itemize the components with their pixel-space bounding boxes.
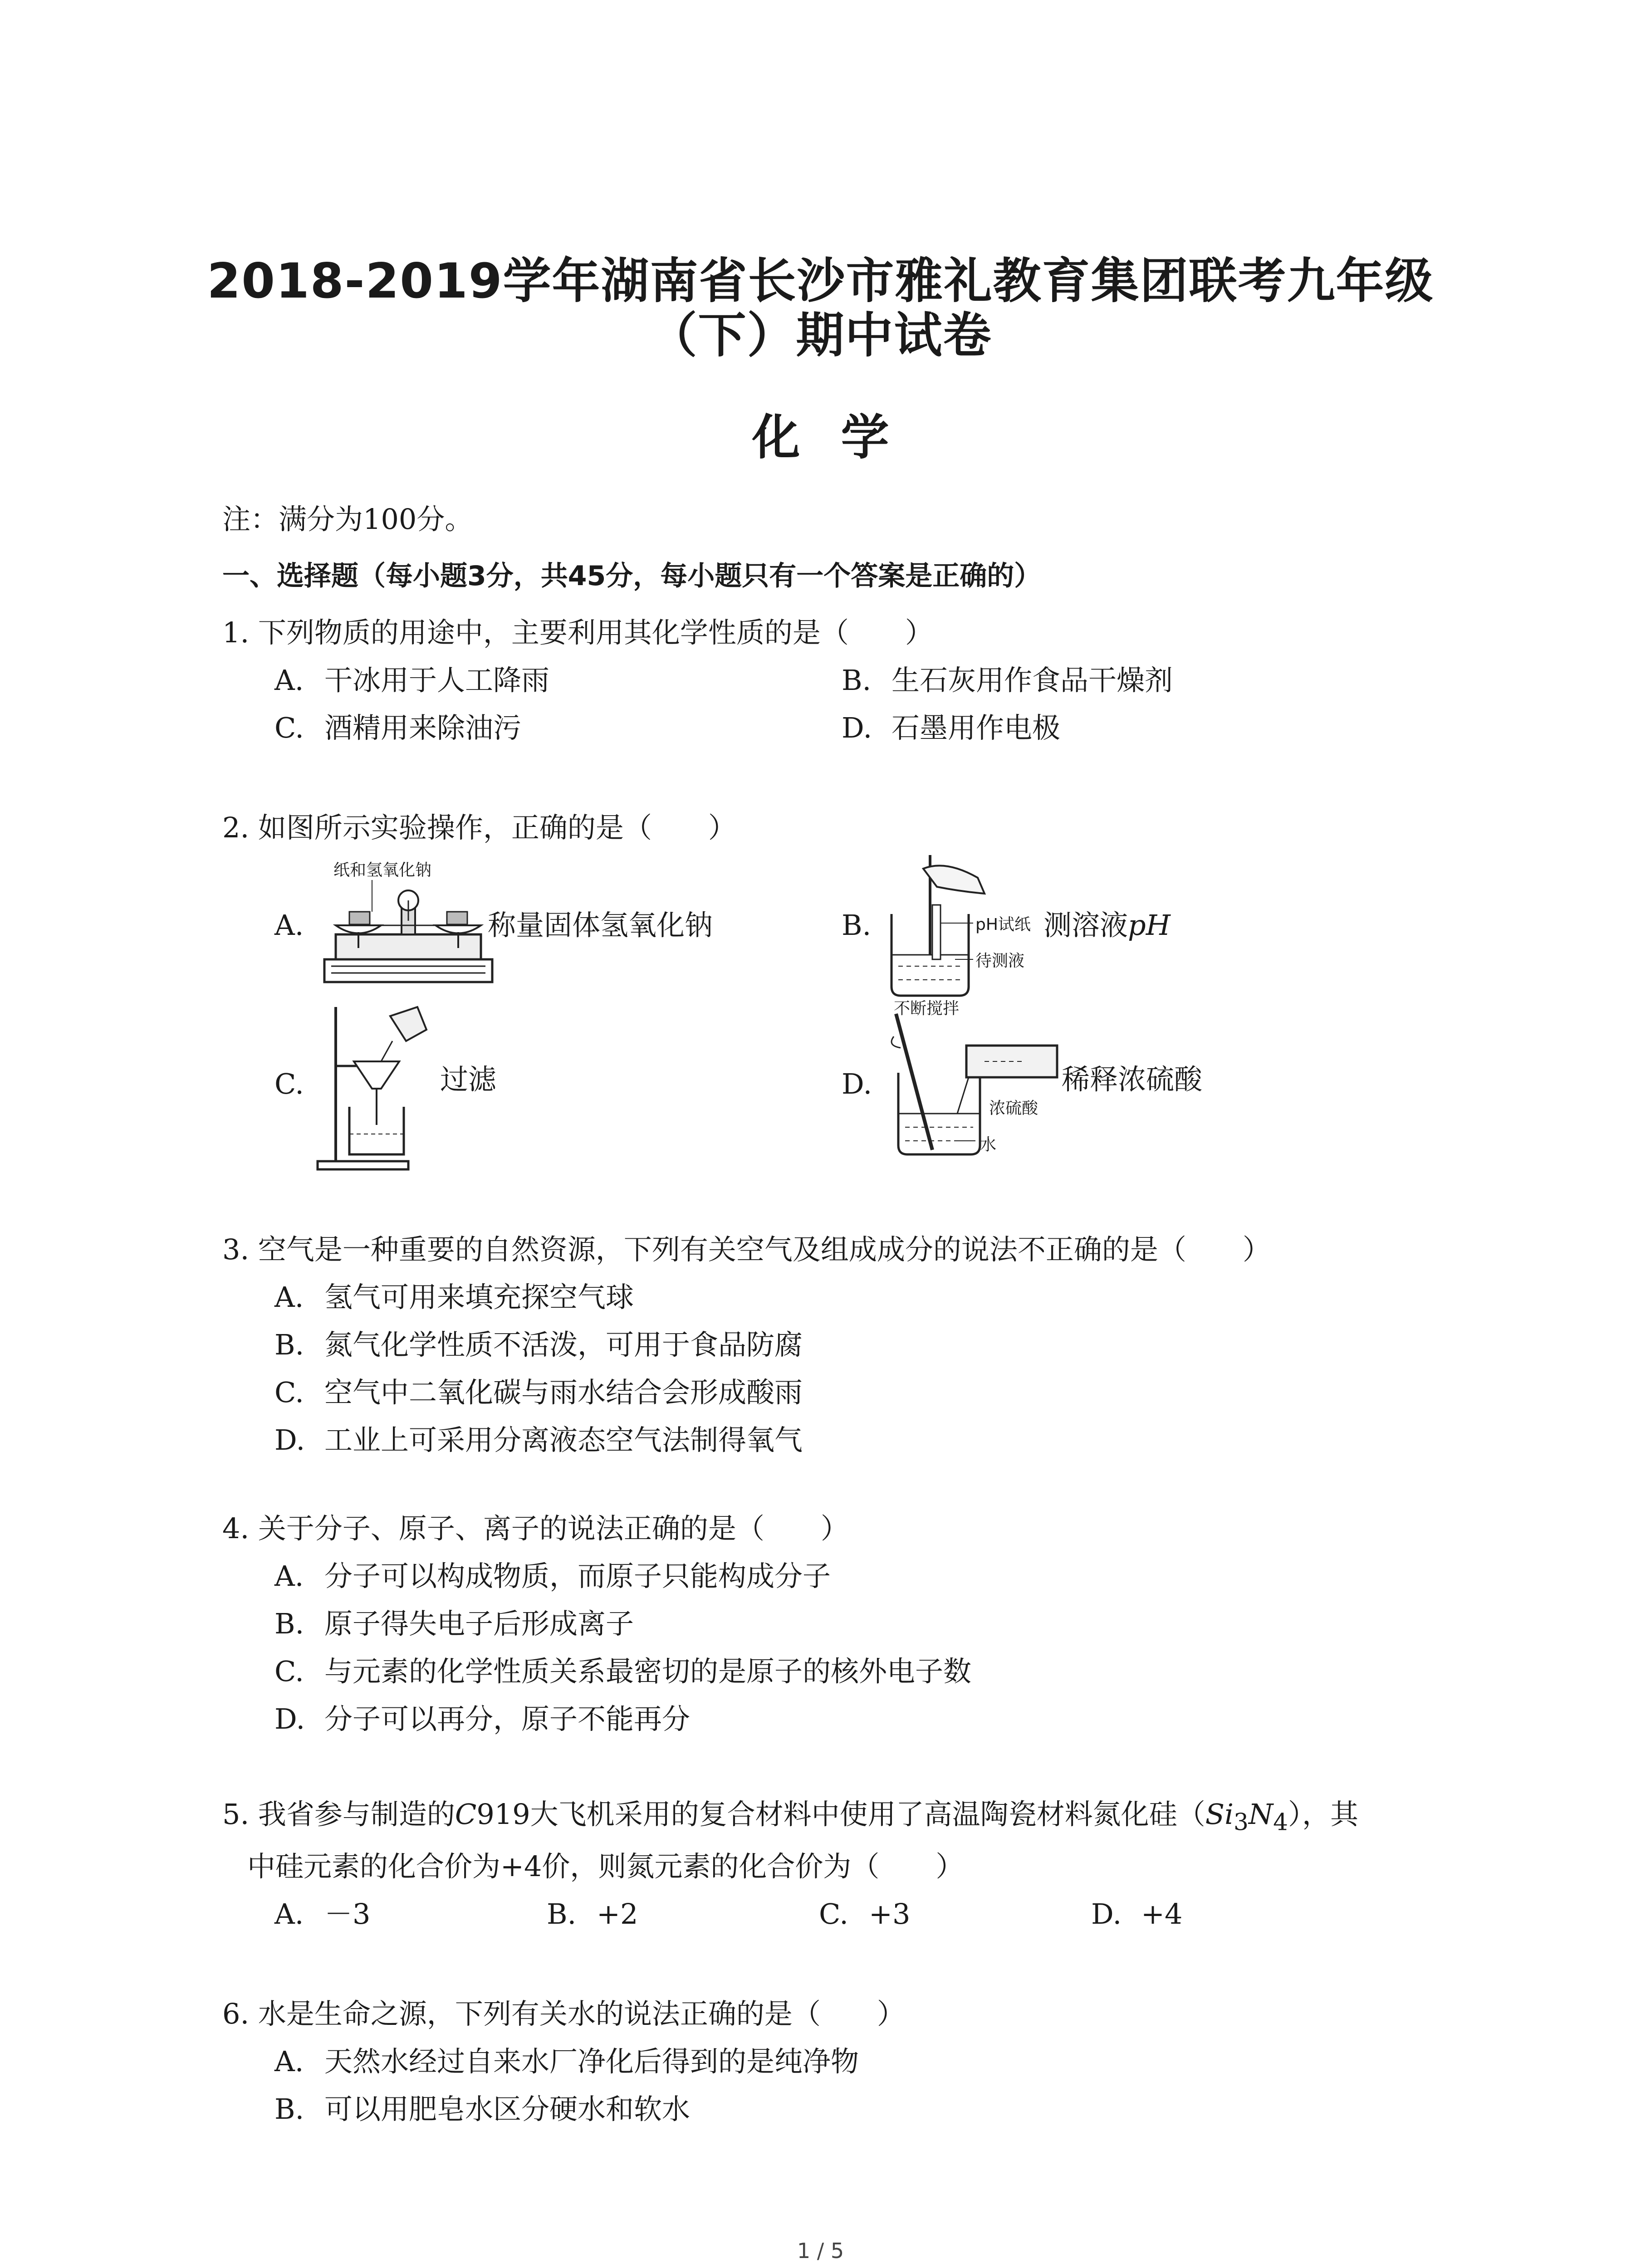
question-3-option-d: D. 工业上可采用分离液态空气法制得氧气 bbox=[274, 1423, 803, 1457]
exam-title-line2: （下）期中试卷 bbox=[649, 308, 992, 363]
question-2-option-c-text: 过滤 bbox=[440, 1063, 497, 1096]
question-2-stem: 2. 如图所示实验操作，正确的是（ ） bbox=[222, 811, 736, 844]
option-text: 石墨用作电极 bbox=[892, 711, 1061, 744]
question-2-option-b-letter: B. bbox=[842, 909, 872, 942]
question-2-option-d-text: 稀释浓硫酸 bbox=[1062, 1063, 1203, 1096]
option-text: 干冰用于人工降雨 bbox=[324, 664, 550, 697]
figure-label: 浓硫酸 bbox=[989, 1099, 1038, 1118]
option-letter: B. bbox=[842, 664, 872, 697]
question-4-option-c: C. 与元素的化学性质关系最密切的是原子的核外电子数 bbox=[274, 1655, 972, 1688]
question-6-option-a: A. 天然水经过自来水厂净化后得到的是纯净物 bbox=[274, 2045, 859, 2078]
question-1-option-b bbox=[842, 662, 1173, 699]
figure-label: 不断搅拌 bbox=[894, 999, 960, 1018]
score-note: 注：满分为100分。 bbox=[222, 503, 473, 536]
question-6-option-b: B. 可以用肥皂水区分硬水和软水 bbox=[274, 2092, 691, 2126]
figure-label: pH试纸 bbox=[975, 915, 1031, 934]
subject-heading: 化学 bbox=[752, 410, 930, 465]
question-2-option-a-letter: A. bbox=[274, 909, 304, 942]
question-5-stem-line1: 5. 我省参与制造的C919大飞机采用的复合材料中使用了高温陶瓷材料氮化硅$(Si_3N_4)$，其 bbox=[222, 1798, 1358, 1836]
option-letter: C. bbox=[274, 711, 304, 744]
page-number: 1 / 5 bbox=[797, 2239, 844, 2263]
question-2-option-a-text: 称量固体氢氧化钠 bbox=[488, 909, 713, 942]
question-2-option-d-letter: D. bbox=[842, 1067, 872, 1100]
question-4-stem: 4. 关于分子、原子、离子的说法正确的是（ ） bbox=[222, 1512, 849, 1545]
filtration-figure bbox=[313, 998, 449, 1175]
dilution-figure bbox=[889, 999, 1071, 1163]
question-1-stem: 1. 下列物质的用途中，主要利用其化学性质的是（ ） bbox=[222, 616, 933, 649]
question-1-option-c bbox=[274, 710, 521, 746]
question-2-option-c-letter: C. bbox=[274, 1067, 304, 1100]
figure-label: 待测液 bbox=[975, 952, 1025, 970]
option-text: 酒精用来除油污 bbox=[324, 711, 522, 744]
question-5-option-c: C. +3 bbox=[819, 1897, 911, 1931]
figure-label: 水 bbox=[980, 1135, 997, 1154]
figure-label: 纸和氢氧化钠 bbox=[333, 861, 432, 880]
option-text: 生石灰用作食品干燥剂 bbox=[892, 664, 1173, 697]
question-3-option-a: A. 氢气可用来填充探空气球 bbox=[274, 1281, 634, 1314]
option-letter: D. bbox=[842, 711, 872, 744]
question-5-stem-line2: 中硅元素的化合价为+4价，则氮元素的化合价为（ ） bbox=[247, 1850, 964, 1883]
question-4-option-b: B. 原子得失电子后形成离子 bbox=[274, 1607, 634, 1640]
question-5-option-a: A. －3 bbox=[274, 1897, 371, 1931]
question-1-option-a bbox=[274, 662, 549, 699]
question-3-option-c: C. 空气中二氧化碳与雨水结合会形成酸雨 bbox=[274, 1376, 803, 1409]
option-letter: A. bbox=[274, 664, 304, 697]
exam-title-line1: 2018-2019学年湖南省长沙市雅礼教育集团联考九年级 bbox=[207, 253, 1434, 309]
question-3-option-b: B. 氮气化学性质不活泼，可用于食品防腐 bbox=[274, 1328, 803, 1361]
question-4-option-d: D. 分子可以再分，原子不能再分 bbox=[274, 1702, 691, 1735]
question-1-option-d bbox=[842, 710, 1060, 746]
balance-figure bbox=[318, 857, 499, 993]
question-5-option-d: D. +4 bbox=[1091, 1897, 1183, 1931]
question-4-option-a: A. 分子可以构成物质，而原子只能构成分子 bbox=[274, 1559, 831, 1593]
question-5-option-b: B. +2 bbox=[547, 1897, 638, 1931]
question-2-option-b-text: 测溶液pH bbox=[1043, 909, 1171, 942]
question-6-stem: 6. 水是生命之源，下列有关水的说法正确的是（ ） bbox=[222, 1997, 905, 2030]
section-heading: 一、选择题（每小题3分，共45分，每小题只有一个答案是正确的） bbox=[222, 560, 1042, 592]
question-3-stem: 3. 空气是一种重要的自然资源，下列有关空气及组成成分的说法不正确的是（ ） bbox=[222, 1233, 1271, 1266]
